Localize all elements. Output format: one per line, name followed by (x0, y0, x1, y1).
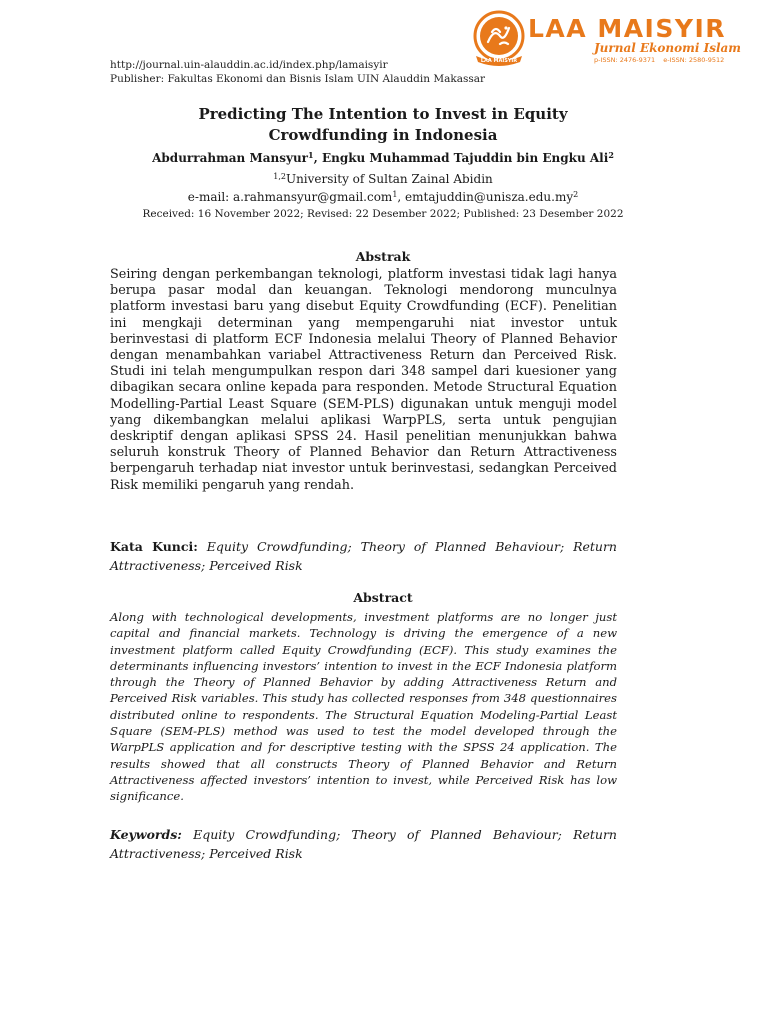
author-name: Abdurrahman Mansyur (152, 151, 309, 165)
article-title (100, 104, 666, 146)
electronic-issn: e-ISSN: 2580-9512 (663, 56, 725, 64)
journal-issn (594, 56, 724, 64)
keywords-list: Equity Crowdfunding; Theory of Planned Behaviour; Return Attractiveness; Perceived Risk (110, 827, 617, 861)
journal-seal-icon (470, 10, 528, 66)
journal-logo (470, 8, 760, 66)
email-marker: 1 (392, 190, 398, 199)
author-emails (100, 190, 666, 204)
email-2[interactable]: , emtajuddin@unisza.edu.my (397, 190, 574, 204)
seal-ribbon-text: LAA MAISYIR (480, 58, 518, 64)
affiliation-name: University of Sultan Zainal Abidin (285, 172, 493, 186)
print-issn: p-ISSN: 2476-9371 (594, 56, 656, 64)
keywords-label: Keywords: (110, 827, 182, 842)
author-affil-marker: 2 (608, 150, 614, 160)
affiliation-marker: 1,2 (273, 172, 286, 181)
journal-url[interactable]: http://journal.uin-alauddin.ac.id/index.php/lamaisyir (110, 59, 388, 71)
keywords (110, 825, 617, 863)
abstract-heading: Abstract (353, 590, 413, 605)
kata-kunci-list: Equity Crowdfunding; Theory of Planned Behaviour; Return Attractiveness; Perceived Risk (110, 539, 617, 573)
kata-kunci (110, 537, 617, 575)
journal-subtitle: Jurnal Ekonomi Islam (594, 41, 741, 55)
abstrak-text: Seiring dengan perkembangan teknologi, platform investasi tidak lagi hanya berupa pasar modal dan keuangan. Teknologi mendorong munculnya platform investasi baru yang disebut Equity Crowdfunding (ECF). Penelitian ini mengkaji determinan yang mempengaruhi niat investor untuk berinvestasi di platform ECF Indonesia melalui Theory of Planned Behavior dengan menambahkan variabel Attractiveness Return dan Perceived Risk. Studi ini telah mengumpulkan respon dari 348 sampel dari kuesioner yang dibagikan secara online kepada para responden. Metode Structural Equation Modelling-Partial Least Square (SEM-PLS) digunakan untuk menguji model yang dikembangkan melalui aplikasi WarpPLS, serta untuk pengujian deskriptif dengan aplikasi SPSS 24. Hasil penelitian menunjukkan bahwa seluruh konstruk Theory of Planned Behavior dan Return Attractiveness berpengaruh terhadap niat investor untuk berinvestasi, sedangkan Perceived Risk memiliki pengaruh yang rendah. (110, 267, 617, 493)
journal-name: LAA MAISYIR (528, 14, 727, 43)
author-separator: , (313, 151, 322, 165)
author-name: Engku Muhammad Tajuddin bin Engku Ali (321, 151, 609, 165)
title-line-1: Predicting The Intention to Invest in Equity (198, 105, 568, 123)
abstrak-heading: Abstrak (355, 249, 411, 264)
author-list (100, 151, 666, 165)
affiliation (100, 172, 666, 186)
publication-dates: Received: 16 November 2022; Revised: 22 Desember 2022; Published: 23 Desember 2022 (142, 208, 624, 220)
email-marker: 2 (573, 190, 579, 199)
kata-kunci-label: Kata Kunci: (110, 539, 198, 554)
publisher-line: Publisher: Fakultas Ekonomi dan Bisnis Islam UIN Alauddin Makassar (110, 73, 486, 85)
title-line-2: Crowdfunding in Indonesia (268, 126, 498, 144)
abstract-text: Along with technological developments, investment platforms are no longer just capital and financial markets. Technology is driving the emergence of a new investment platform called Equity Crowdfunding (ECF). This study examines the determinants influencing investors’ intention to invest in the ECF Indonesia platform through the Theory of Planned Behavior by adding Attractiveness Return and Perceived Risk variables. This study has collected responses from 348 questionnaires distributed online to respondents. The Structural Equation Modeling-Partial Least Square (SEM-PLS) method was used to test the model developed through the WarpPLS application and for descriptive testing with the SPSS 24 application. The results showed that all constructs Theory of Planned Behavior and Return Attractiveness affected investors’ intention to invest, while Perceived Risk has low significance. (110, 610, 617, 804)
email-1[interactable]: e-mail: a.rahmansyur@gmail.com (187, 190, 393, 204)
author-affil-marker: 1 (308, 150, 314, 160)
